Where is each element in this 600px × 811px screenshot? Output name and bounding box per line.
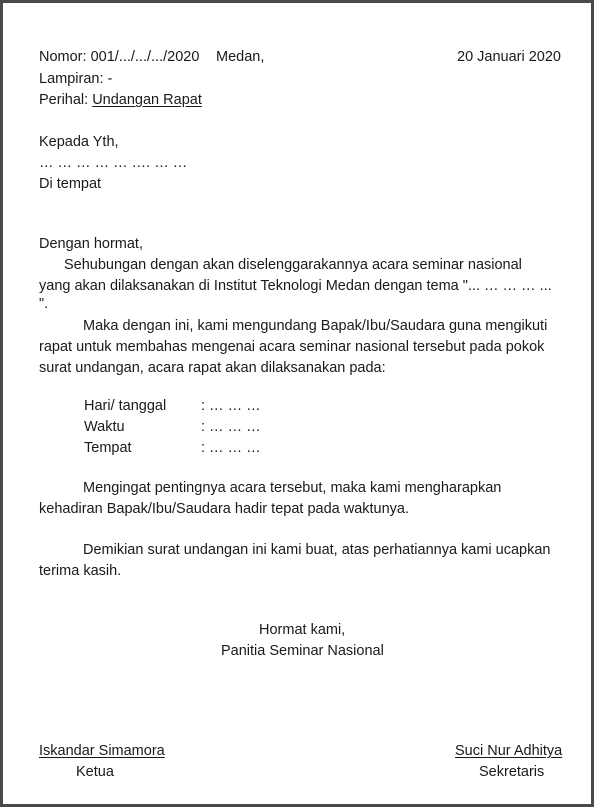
detail-value-time: : … … …	[201, 419, 261, 435]
recipient-greeting: Kepada Yth,	[39, 134, 119, 150]
letter-place: Medan,	[216, 49, 265, 65]
detail-label-place: Tempat	[84, 440, 132, 456]
paragraph-2-line-3: surat undangan, acara rapat akan dilaksanakan pada:	[39, 360, 386, 376]
attachment-line: Lampiran: -	[39, 71, 113, 87]
paragraph-1-line-3: ".	[39, 296, 49, 312]
letter-date: 20 Januari 2020	[457, 49, 561, 65]
signature-name-chair: Iskandar Simamora	[39, 743, 165, 759]
recipient-place: Di tempat	[39, 176, 102, 192]
paragraph-3-line-1: Mengingat pentingnya acara tersebut, maka kami mengharapkan	[83, 480, 502, 496]
paragraph-1-line-2: yang akan dilaksanakan di Institut Teknologi Medan dengan tema "... … … … ...	[39, 278, 552, 294]
signature-role-chair: Ketua	[76, 764, 114, 780]
signature-name-secretary: Suci Nur Adhitya	[455, 743, 563, 759]
signature-role-secretary: Sekretaris	[479, 764, 545, 780]
detail-value-date: : … … …	[201, 398, 261, 414]
detail-label-time: Waktu	[84, 419, 125, 435]
subject-value: Undangan Rapat	[92, 92, 202, 108]
recipient-name: … … … … … …. … …	[39, 155, 188, 171]
detail-value-place: : … … …	[201, 440, 261, 456]
letter-number: Nomor: 001/.../.../.../2020	[39, 49, 200, 65]
subject-line	[39, 90, 202, 110]
detail-label-date: Hari/ tanggal	[84, 398, 167, 414]
closing-regards: Hormat kami,	[259, 622, 346, 638]
paragraph-2-line-2: rapat untuk membahas mengenai acara seminar nasional tersebut pada pokok	[39, 339, 545, 355]
subject-label: Perihal:	[39, 92, 93, 108]
paragraph-3-line-2: kehadiran Bapak/Ibu/Saudara hadir tepat pada waktunya.	[39, 501, 410, 517]
closing-committee: Panitia Seminar Nasional	[221, 643, 384, 659]
paragraph-4-line-2: terima kasih.	[39, 563, 122, 579]
paragraph-2-line-1: Maka dengan ini, kami mengundang Bapak/Ibu/Saudara guna mengikuti	[83, 318, 548, 334]
salutation: Dengan hormat,	[39, 236, 143, 252]
paragraph-4-line-1: Demikian surat undangan ini kami buat, atas perhatiannya kami ucapkan	[83, 542, 551, 558]
paragraph-1-line-1: Sehubungan dengan akan diselenggarakannya acara seminar nasional	[64, 257, 522, 273]
